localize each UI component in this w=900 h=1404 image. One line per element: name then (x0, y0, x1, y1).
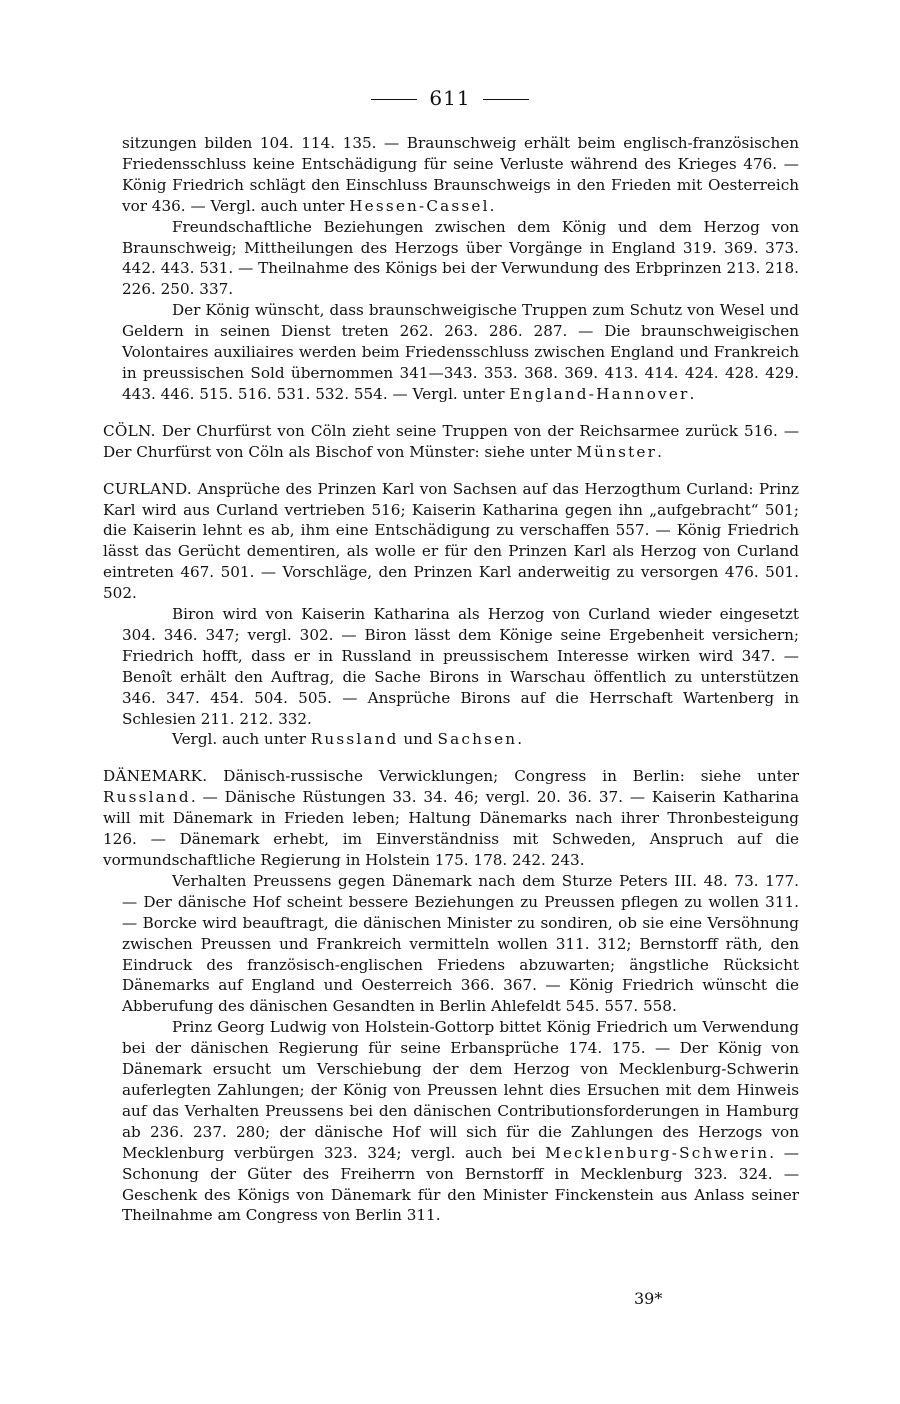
signature-mark: 39* (634, 1289, 663, 1308)
entry-heading: DÄNEMARK. (103, 767, 208, 786)
entry-heading: CÖLN. (103, 421, 156, 440)
entry-text: Verhalten Preussens gegen Dänemark nach dem Sturze Peters III. 48. 73. 177. — Der dänische Hof scheint bessere Beziehungen zu Preussen pflegen zu wollen 311. — Borcke wird beauftragt, die dänischen Minister zu sondiren, ob sie eine Versöhnung zwischen Preussen und Frankreich vermitteln wollen 311. 312; Bernstorff räth, den Eindruck des französisch-englischen Friedens abzuwarten; ängstliche Rücksicht Dänemarks auf England und Oesterreich 366. 367. — König Friedrich wünscht die Abberufung des dänischen Gesandten in Berlin Ahlefeldt 545. 557. 558. (122, 871, 799, 1016)
entry-text: . (657, 442, 662, 461)
entry-paragraph (122, 871, 799, 1017)
entry-text: und (398, 730, 438, 749)
index-entry (103, 421, 800, 463)
entry-text: Der Churfürst von Cöln zieht seine Truppen von der Reichsarmee zurück 516. — Der Churfürst von Cöln als Bischof von Münster: siehe unter (103, 421, 800, 461)
page-header (0, 86, 900, 110)
cross-reference: Hessen-Cassel (349, 196, 490, 215)
entry-paragraph (103, 479, 799, 604)
entry-text: . (489, 196, 495, 215)
cross-reference: Münster (576, 442, 658, 461)
entry-text: Der König wünscht, dass braunschweigische Truppen zum Schutz von Wesel und Geldern in seinen Dienst treten 262. 263. 286. 287. — Die braunschweigischen Volontaires auxiliaires werden beim Friedensschluss zwischen England und Frankreich in preussischen Sold übernommen 341—343. 353. 368. 369. 413. 414. 424. 428. 429. 443. 446. 515. 516. 531. 532. 554. — Vergl. unter (122, 301, 799, 403)
entry-paragraph (122, 604, 799, 729)
entry-text: Prinz Georg Ludwig von Holstein-Gottorp bittet König Friedrich um Verwendung bei der dänischen Regierung für seine Erbansprüche 174. 175. — Der König von Dänemark ersucht um Verschiebung der dem Herzog von Mecklenburg-Schwerin auferlegten Zahlungen; der König von Preussen lehnt dies Ersuchen mit dem Hinweis auf das Verhalten Preussens bei den dänischen Contributionsforderungen in Hamburg ab 236. 237. 280; der dänische Hof will sich für die Zahlungen des Herzogs von Mecklenburg verbürgen 323. 324; vergl. auch bei (122, 1018, 799, 1162)
index-entry (103, 479, 800, 751)
entry-paragraph (122, 1017, 799, 1226)
entry-text: . (689, 384, 695, 403)
header-rule-left (371, 99, 417, 100)
index-entry (122, 133, 799, 405)
entry-paragraph (122, 133, 799, 217)
cross-reference: Russland (103, 788, 191, 807)
entry-paragraph (122, 300, 799, 405)
entry-text: Freundschaftliche Beziehungen zwischen dem König und dem Herzog von Braunschweig; Mittheilungen des Herzogs über Vorgänge in England 319. 369. 373. 442. 443. 531. — Theilnahme des Königs bei der Verwundung des Erbprinzen 213. 218. 226. 250. 337. (122, 217, 799, 299)
cross-reference: England-Hannover (509, 384, 690, 403)
cross-reference: Mecklenburg-Schwerin (545, 1143, 770, 1162)
index-entry (103, 766, 800, 1226)
entry-text: Biron wird von Kaiserin Katharina als Herzog von Curland wieder eingesetzt 304. 346. 347; vergl. 302. — Biron lässt dem Könige seine Ergebenheit versichern; Friedrich hofft, dass er in Russland in preussischem Interesse wirken wird 347. — Benoît erhält den Auftrag, die Sache Birons in Warschau öffentlich zu unterstützen 346. 347. 454. 504. 505. — Ansprüche Birons auf die Herrschaft Wartenberg in Schlesien 211. 212. 332. (122, 605, 799, 728)
entry-paragraph (103, 766, 799, 871)
page-number: 611 (429, 86, 471, 110)
entry-text: . — Dänische Rüstungen 33. 34. 46; vergl. 20. 36. 37. — Kaiserin Katharina will mit Dänemark in Frieden leben; Haltung Dänemarks nach ihrer Thronbesteigung 126. — Dänemark erhebt, im Einverständniss mit Schweden, Anspruch auf die vormundschaftliche Regierung in Holstein 175. 178. 242. 243. (103, 788, 799, 869)
entry-paragraph (103, 421, 799, 463)
header-rule-right (483, 99, 529, 100)
entry-paragraph (122, 217, 799, 301)
entry-heading: CURLAND. (103, 479, 193, 498)
entry-text: . — Schonung der Güter des Freiherrn von Bernstorff in Mecklenburg 323. 324. — Geschenk des Königs von Dänemark für den Minister Finckenstein aus Anlass seiner Theilnahme am Congress von Berlin 311. (122, 1143, 799, 1225)
entry-text: . (517, 730, 523, 749)
entry-text: sitzungen bilden 104. 114. 135. — Braunschweig erhält beim englisch-französischen Friedensschluss keine Entschädigung für seine Verluste während des Krieges 476. — König Friedrich schlägt den Einschluss Braunschweigs in den Frieden mit Oesterreich vor 436. — Vergl. auch unter (122, 134, 799, 215)
entry-paragraph (122, 729, 799, 750)
index-body (103, 133, 800, 1226)
cross-reference: Russland (310, 730, 399, 749)
entry-text: Ansprüche des Prinzen Karl von Sachsen auf das Herzogthum Curland: Prinz Karl wird aus Curland vertrieben 516; Kaiserin Katharina gegen ihn „aufgebracht“ 501; die Kaiserin lehnt es ab, ihm eine Entschädigung zu verschaffen 557. — König Friedrich lässt das Gerücht dementiren, als wolle er für den Prinzen Karl als Herzog von Curland eintreten 467. 501. — Vorschläge, den Prinzen Karl anderweitig zu versorgen 476. 501. 502. (103, 479, 800, 603)
entry-text: Vergl. auch unter (172, 730, 311, 749)
cross-reference: Sachsen (437, 730, 518, 749)
entry-text: Dänisch-russische Verwicklungen; Congress in Berlin: siehe unter (223, 767, 800, 786)
